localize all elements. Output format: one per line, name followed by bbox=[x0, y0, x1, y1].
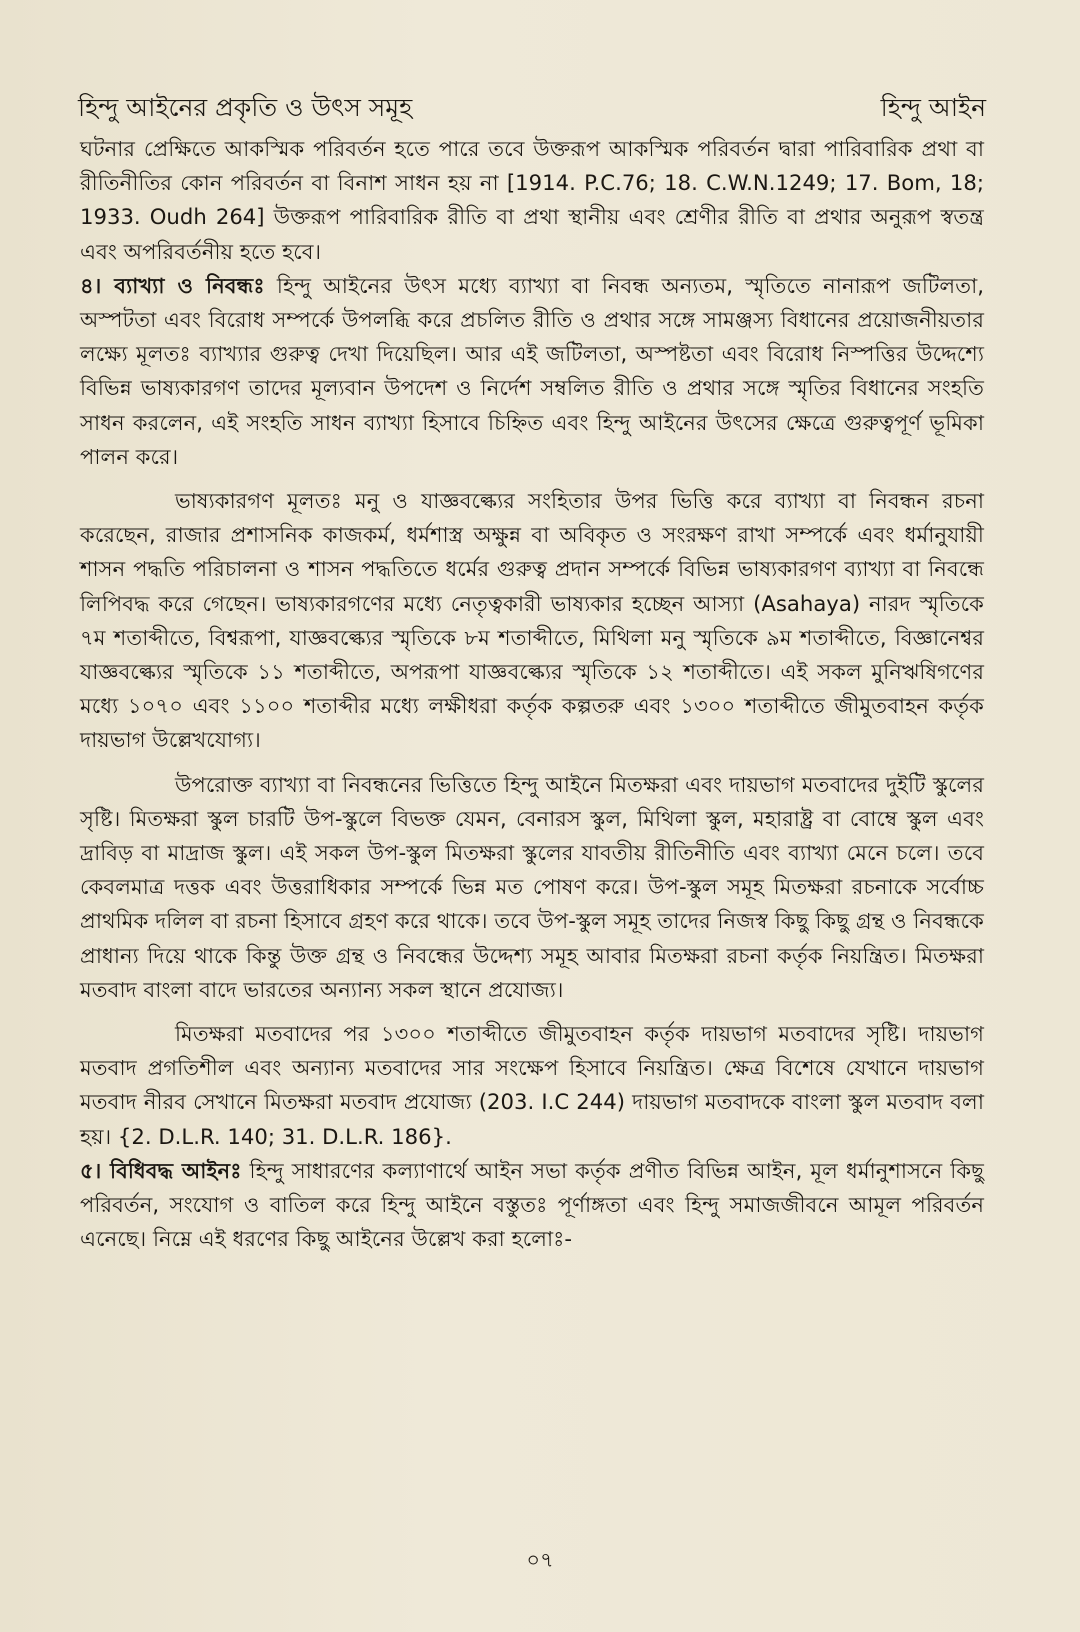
paragraph-text: হিন্দু সাধারণের কল্যাণার্থে আইন সভা কর্তৃক প্রণীত বিভিন্ন আইন, মূল ধর্মানুশাসনে কিছু পরিবর্তন, সংযোগ ও বাতিল করে হিন্দু আইনে বস্তুতঃ পূর্ণাঙ্গতা এবং হিন্দু সমাজজীবনে আমূল পরিবর্তন এনেছে। নিম্নে এই ধরণের কিছু আইনের উল্লেখ করা হলোঃ- bbox=[80, 1157, 984, 1252]
section-heading-legislation: ৫। বিধিবদ্ধ আইনঃ bbox=[80, 1157, 242, 1183]
body-text bbox=[80, 132, 984, 1257]
paragraph-commentaries bbox=[80, 269, 984, 474]
paragraph-commentators: ভাষ্যকারগণ মূলতঃ মনু ও যাজ্ঞবল্ক্যের সংহিতার উপর ভিত্তি করে ব্যাখ্যা বা নিবন্ধন রচনা করেছেন, রাজার প্রশাসনিক কাজকর্ম, ধর্মশাস্ত্র অক্ষুন্ন বা অবিকৃত ও সংরক্ষণ রাখা সম্পর্কে এবং ধর্মানুযায়ী শাসন পদ্ধতি পরিচালনা ও শাসন পদ্ধতিতে ধর্মের গুরুত্ব প্রদান সম্পর্কে বিভিন্ন ভাষ্যকারগণ ব্যাখ্যা বা নিবন্ধে লিপিবদ্ধ করে গেছেন। ভাষ্যকারগণের মধ্যে নেতৃত্বকারী ভাষ্যকার হচ্ছেন আস্যা (Asahaya) নারদ স্মৃতিকে ৭ম শতাব্দীতে, বিশ্বরূপা, যাজ্ঞবল্ক্যের স্মৃতিকে ৮ম শতাব্দীতে, মিথিলা মনু স্মৃতিকে ৯ম শতাব্দীতে, বিজ্ঞানেশ্বর যাজ্ঞবল্ক্যের স্মৃতিকে ১১ শতাব্দীতে, অপরূপা যাজ্ঞবল্ক্যের স্মৃতিকে ১২ শতাব্দীতে। এই সকল মুনিঋষিগণের মধ্যে ১০৭০ এবং ১১০০ শতাব্দীর মধ্যে লক্ষীধরা কর্তৃক কল্পতরু এবং ১৩০০ শতাব্দীতে জীমুতবাহন কর্তৃক দায়ভাগ উল্লেখযোগ্য। bbox=[80, 488, 984, 753]
header-book-title: হিন্দু আইন bbox=[880, 93, 986, 122]
section-heading-commentaries: ৪। ব্যাখ্যা ও নিবন্ধঃ bbox=[80, 272, 265, 298]
page-number: ০৭ bbox=[526, 1548, 554, 1572]
header-chapter-title: হিন্দু আইনের প্রকৃতি ও উৎস সমূহ bbox=[78, 93, 413, 122]
paragraph-dayabhaga: মিতক্ষরা মতবাদের পর ১৩০০ শতাব্দীতে জীমুতবাহন কর্তৃক দায়ভাগ মতবাদের সৃষ্টি। দায়ভাগ মতবাদ প্রগতিশীল এবং অন্যান্য মতবাদের সার সংক্ষেপ হিসাবে নিয়ন্ত্রিত। ক্ষেত্র বিশেষে যেখানে দায়ভাগ মতবাদ নীরব সেখানে মিতক্ষরা মতবাদ প্রযোজ্য (203. I.C 244) দায়ভাগ মতবাদকে বাংলা স্কুল মতবাদ বলা হয়। {2. D.L.R. 140; 31. D.L.R. 186}. bbox=[80, 1021, 984, 1149]
running-header bbox=[78, 88, 986, 131]
paragraph-legislation bbox=[80, 1154, 984, 1257]
paragraph-family-custom: ঘটনার প্রেক্ষিতে আকস্মিক পরিবর্তন হতে পারে তবে উক্তরূপ আকস্মিক পরিবর্তন দ্বারা পারিবারিক প্রথা বা রীতিনীতির কোন পরিবর্তন বা বিনাশ সাধন হয় না [1914. P.C.76; 18. C.W.N.1249; 17. Bom, 18; 1933. Oudh 264] উক্তরূপ পারিবারিক রীতি বা প্রথা স্থানীয় এবং শ্রেণীর রীতি বা প্রথার অনুরূপ স্বতন্ত্র এবং অপরিবর্তনীয় হতে হবে। bbox=[80, 136, 984, 264]
paragraph-schools: উপরোক্ত ব্যাখ্যা বা নিবন্ধনের ভিত্তিতে হিন্দু আইনে মিতক্ষরা এবং দায়ভাগ মতবাদের দুইটি স্কুলের সৃষ্টি। মিতক্ষরা স্কুল চারটি উপ-স্কুলে বিভক্ত যেমন, বেনারস স্কুল, মিথিলা স্কুল, মহারাষ্ট্র বা বোম্বে স্কুল এবং দ্রাবিড় বা মাদ্রাজ স্কুল। এই সকল উপ-স্কুল মিতক্ষরা স্কুলের যাবতীয় রীতিনীতি এবং ব্যাখ্যা মেনে চলে। তবে কেবলমাত্র দত্তক এবং উত্তরাধিকার সম্পর্কে ভিন্ন মত পোষণ করে। উপ-স্কুল সমূহ মিতক্ষরা রচনাকে সর্বোচ্চ প্রাথমিক দলিল বা রচনা হিসাবে গ্রহণ করে থাকে। তবে উপ-স্কুল সমূহ তাদের নিজস্ব কিছু কিছু গ্রন্থ ও নিবন্ধকে প্রাধান্য দিয়ে থাকে কিন্তু উক্ত গ্রন্থ ও নিবন্ধের উদ্দেশ্য সমূহ আবার মিতক্ষরা রচনা কর্তৃক নিয়ন্ত্রিত। মিতক্ষরা মতবাদ বাংলা বাদে ভারতের অন্যান্য সকল স্থানে প্রযোজ্য। bbox=[80, 771, 984, 1002]
paragraph-text: হিন্দু আইনের উৎস মধ্যে ব্যাখ্যা বা নিবন্ধ অন্যতম, স্মৃতিতে নানারূপ জটিলতা, অস্পটতা এবং বিরোধ সম্পর্কে উপলব্ধি করে প্রচলিত রীতি ও প্রথার সঙ্গে সামঞ্জস্য বিধানের প্রয়োজনীয়তার লক্ষ্যে মূলতঃ ব্যাখ্যার গুরুত্ব দেখা দিয়েছিল। আর এই জটিলতা, অস্পষ্টতা এবং বিরোধ নিস্পত্তির উদ্দেশ্যে বিভিন্ন ভাষ্যকারগণ তাদের মূল্যবান উপদেশ ও নির্দেশ সম্বলিত রীতি ও প্রথার সঙ্গে স্মৃতির বিধানের সংহতি সাধন করলেন, এই সংহতি সাধন ব্যাখ্যা হিসাবে চিহ্নিত এবং হিন্দু আইনের উৎসের ক্ষেত্রে গুরুত্বপূর্ণ ভূমিকা পালন করে। bbox=[80, 272, 984, 469]
